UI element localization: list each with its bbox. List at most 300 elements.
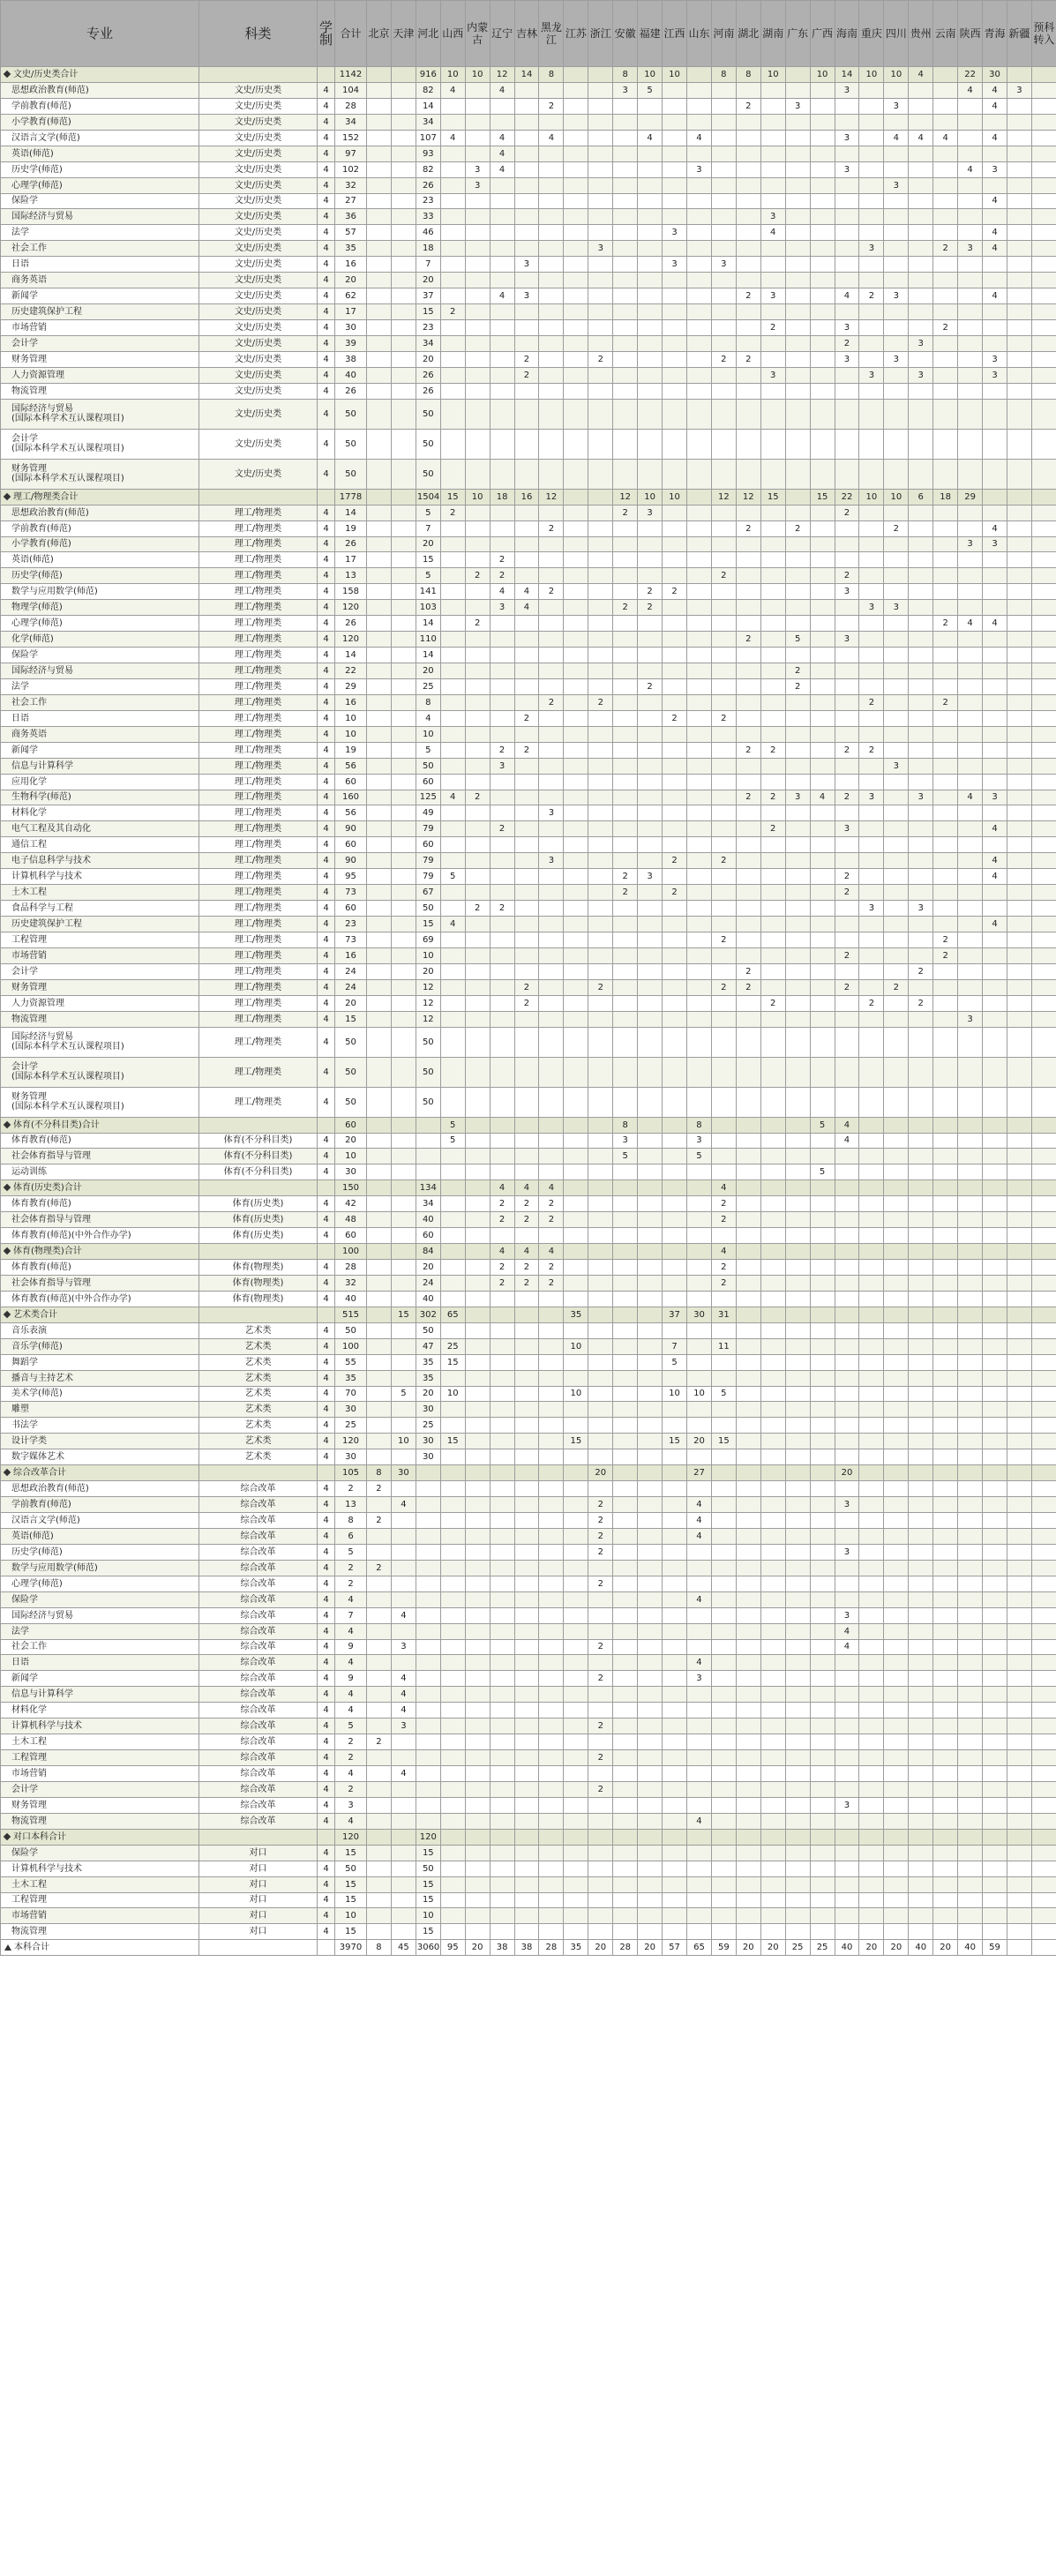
quota-cell — [686, 1260, 711, 1276]
total-cell: 50 — [335, 1322, 367, 1338]
major-name — [1, 1576, 199, 1591]
quota-cell — [465, 1117, 490, 1133]
quota-cell — [539, 288, 564, 304]
quota-cell: 25 — [440, 1338, 465, 1354]
major-name — [1, 1338, 199, 1354]
quota-cell: 12 — [711, 489, 736, 505]
quota-cell — [1007, 1434, 1031, 1449]
quota-cell — [884, 429, 909, 459]
quota-cell — [736, 1845, 760, 1861]
quota-cell — [983, 1908, 1007, 1924]
quota-cell — [391, 1087, 416, 1117]
quota-cell — [711, 1497, 736, 1513]
years-cell: 4 — [318, 1924, 335, 1940]
quota-cell: 15 — [760, 489, 785, 505]
table-row — [1, 1703, 1056, 1719]
quota-cell — [514, 1057, 539, 1087]
quota-cell — [440, 1703, 465, 1719]
quota-cell — [760, 1087, 785, 1117]
quota-cell — [760, 1291, 785, 1307]
quota-cell — [588, 1027, 613, 1057]
header-province: 北京 — [367, 1, 392, 67]
quota-cell — [859, 1750, 884, 1766]
table-row — [1, 663, 1056, 679]
quota-cell — [391, 901, 416, 917]
table-row — [1, 758, 1056, 774]
quota-cell — [785, 821, 810, 837]
quota-cell — [835, 1892, 859, 1908]
quota-cell: 65 — [440, 1307, 465, 1322]
quota-cell — [785, 774, 810, 790]
quota-cell: 20 — [416, 1260, 440, 1276]
quota-cell — [884, 304, 909, 320]
quota-cell — [588, 885, 613, 901]
quota-cell — [588, 1260, 613, 1276]
quota-cell — [958, 1639, 983, 1655]
quota-cell: 2 — [663, 710, 687, 726]
quota-cell — [686, 1908, 711, 1924]
quota-cell: 4 — [490, 1244, 514, 1260]
quota-cell — [391, 1057, 416, 1087]
quota-cell — [1031, 885, 1056, 901]
major-name-text: 音乐表演 — [11, 1325, 47, 1336]
category-cell: 体育(不分科目类) — [199, 1133, 318, 1149]
quota-cell — [1031, 742, 1056, 758]
quota-cell — [416, 1639, 440, 1655]
total-cell: 36 — [335, 209, 367, 225]
quota-cell — [539, 742, 564, 758]
major-name-text: 保险学 — [11, 650, 38, 661]
quota-cell — [711, 1449, 736, 1465]
quota-cell — [391, 1481, 416, 1497]
table-row — [1, 161, 1056, 177]
quota-cell — [391, 429, 416, 459]
quota-cell — [1007, 917, 1031, 932]
quota-cell: 4 — [983, 130, 1007, 146]
major-name — [1, 98, 199, 114]
quota-cell — [686, 177, 711, 193]
quota-cell — [736, 1892, 760, 1908]
quota-cell — [1007, 1766, 1031, 1782]
years-cell: 4 — [318, 1892, 335, 1908]
quota-cell — [391, 853, 416, 869]
quota-cell — [760, 584, 785, 600]
quota-cell: 3 — [785, 98, 810, 114]
quota-cell — [835, 1260, 859, 1276]
quota-cell — [760, 1623, 785, 1639]
quota-cell — [564, 367, 588, 383]
header-province: 福建 — [638, 1, 663, 67]
quota-cell — [835, 600, 859, 616]
quota-cell — [490, 1449, 514, 1465]
quota-cell: 2 — [539, 584, 564, 600]
total-cell: 16 — [335, 257, 367, 273]
quota-cell — [1031, 1291, 1056, 1307]
quota-cell — [416, 1465, 440, 1481]
quota-cell — [391, 1576, 416, 1591]
quota-cell — [835, 146, 859, 161]
quota-cell — [958, 869, 983, 885]
quota-cell — [588, 536, 613, 552]
quota-cell — [1031, 1117, 1056, 1133]
quota-cell — [465, 335, 490, 351]
quota-cell — [465, 885, 490, 901]
quota-cell — [785, 367, 810, 383]
quota-cell — [588, 1196, 613, 1212]
quota-cell: 5 — [686, 1149, 711, 1164]
quota-cell: 26 — [416, 367, 440, 383]
header-years: 学制 — [318, 1, 335, 67]
quota-cell — [983, 429, 1007, 459]
quota-cell — [613, 774, 638, 790]
major-name — [1, 979, 199, 995]
quota-cell — [909, 1560, 933, 1576]
quota-cell — [711, 1876, 736, 1892]
quota-cell — [416, 1149, 440, 1164]
quota-cell: 4 — [686, 1655, 711, 1671]
quota-cell — [367, 130, 392, 146]
quota-cell — [539, 1591, 564, 1607]
quota-cell — [859, 1244, 884, 1260]
quota-cell: 2 — [760, 742, 785, 758]
quota-cell — [588, 1591, 613, 1607]
quota-cell — [909, 1623, 933, 1639]
quota-cell — [884, 193, 909, 209]
quota-cell — [367, 1497, 392, 1513]
quota-cell — [884, 1623, 909, 1639]
years-cell: 4 — [318, 1766, 335, 1782]
quota-cell — [1031, 193, 1056, 209]
major-name-text: 体育教育(师范) — [11, 1199, 71, 1209]
quota-cell — [810, 505, 835, 520]
category-cell: 理工/物理类 — [199, 932, 318, 947]
quota-cell — [736, 1149, 760, 1164]
quota-cell — [983, 1402, 1007, 1418]
quota-cell — [785, 489, 810, 505]
quota-cell — [663, 1027, 687, 1057]
years-cell: 4 — [318, 1734, 335, 1750]
quota-cell: 3 — [909, 901, 933, 917]
quota-cell: 3 — [835, 584, 859, 600]
quota-cell — [859, 304, 884, 320]
major-name — [1, 947, 199, 963]
quota-cell — [564, 821, 588, 837]
category-cell: 文史/历史类 — [199, 335, 318, 351]
quota-cell — [884, 616, 909, 632]
major-name — [1, 367, 199, 383]
quota-cell — [933, 1861, 958, 1876]
years-cell: 4 — [318, 1876, 335, 1892]
quota-cell — [613, 536, 638, 552]
quota-cell — [835, 678, 859, 694]
table-row — [1, 1639, 1056, 1655]
quota-cell — [736, 130, 760, 146]
category-cell: 理工/物理类 — [199, 1087, 318, 1117]
quota-cell — [663, 947, 687, 963]
quota-cell — [440, 694, 465, 710]
quota-cell — [810, 1418, 835, 1434]
quota-cell — [686, 241, 711, 257]
quota-cell — [416, 1560, 440, 1576]
quota-cell — [490, 1813, 514, 1829]
quota-cell — [391, 821, 416, 837]
quota-cell — [785, 979, 810, 995]
quota-cell — [810, 805, 835, 821]
quota-cell — [884, 1354, 909, 1370]
quota-cell — [539, 1513, 564, 1529]
quota-cell — [909, 1307, 933, 1322]
years-cell: 4 — [318, 821, 335, 837]
quota-cell — [686, 1623, 711, 1639]
major-name — [1, 351, 199, 367]
years-cell: 4 — [318, 1133, 335, 1149]
quota-cell — [859, 1322, 884, 1338]
quota-cell — [367, 805, 392, 821]
quota-cell — [760, 82, 785, 98]
quota-cell: 2 — [711, 1275, 736, 1291]
quota-cell — [564, 1845, 588, 1861]
quota-cell — [884, 1513, 909, 1529]
quota-cell — [465, 1766, 490, 1782]
quota-cell — [958, 726, 983, 742]
quota-cell — [440, 1591, 465, 1607]
quota-cell — [613, 726, 638, 742]
quota-cell — [514, 536, 539, 552]
quota-cell — [884, 1386, 909, 1402]
quota-cell — [859, 821, 884, 837]
quota-cell — [884, 1734, 909, 1750]
quota-cell — [391, 130, 416, 146]
quota-cell — [391, 459, 416, 489]
quota-cell — [440, 1734, 465, 1750]
quota-cell — [909, 1591, 933, 1607]
quota-cell: 20 — [588, 1940, 613, 1956]
quota-cell — [983, 1011, 1007, 1027]
quota-cell — [736, 225, 760, 241]
quota-cell — [465, 632, 490, 648]
quota-cell: 2 — [367, 1481, 392, 1497]
quota-cell — [564, 1196, 588, 1212]
major-name-text: 会计学 — [11, 1784, 38, 1794]
quota-cell — [686, 726, 711, 742]
category-cell: 理工/物理类 — [199, 710, 318, 726]
quota-cell — [686, 837, 711, 853]
quota-cell — [539, 1370, 564, 1386]
quota-cell — [686, 67, 711, 83]
quota-cell — [1007, 1244, 1031, 1260]
quota-cell — [440, 1196, 465, 1212]
quota-cell — [391, 600, 416, 616]
table-row — [1, 1133, 1056, 1149]
quota-cell — [588, 1133, 613, 1149]
quota-cell: 3 — [909, 335, 933, 351]
quota-cell — [810, 1291, 835, 1307]
quota-cell — [958, 1027, 983, 1057]
quota-cell — [736, 1703, 760, 1719]
quota-cell — [465, 1924, 490, 1940]
quota-cell — [367, 82, 392, 98]
quota-cell — [490, 1481, 514, 1497]
major-name-text: 对口本科合计 — [13, 1831, 66, 1842]
quota-cell — [835, 1781, 859, 1797]
quota-cell — [391, 1513, 416, 1529]
quota-cell: 4 — [440, 790, 465, 805]
quota-cell — [391, 98, 416, 114]
quota-cell — [440, 1861, 465, 1876]
table-row — [1, 1228, 1056, 1244]
quota-cell — [958, 1655, 983, 1671]
quota-cell — [983, 1750, 1007, 1766]
quota-cell — [663, 1260, 687, 1276]
quota-cell — [1031, 632, 1056, 648]
quota-cell — [367, 821, 392, 837]
quota-cell — [835, 1011, 859, 1027]
quota-cell — [810, 632, 835, 648]
quota-cell — [613, 1057, 638, 1087]
quota-cell — [711, 1465, 736, 1481]
quota-cell — [613, 1655, 638, 1671]
quota-cell — [686, 663, 711, 679]
quota-cell — [933, 1212, 958, 1228]
category-cell: 文史/历史类 — [199, 273, 318, 288]
quota-cell — [785, 257, 810, 273]
quota-cell — [391, 1781, 416, 1797]
quota-cell — [859, 1164, 884, 1180]
table-row — [1, 552, 1056, 568]
quota-cell — [736, 552, 760, 568]
table-row — [1, 429, 1056, 459]
quota-cell — [686, 885, 711, 901]
quota-cell — [514, 1908, 539, 1924]
quota-cell — [539, 1354, 564, 1370]
quota-cell — [613, 1766, 638, 1782]
quota-cell — [613, 1212, 638, 1228]
quota-cell — [514, 146, 539, 161]
quota-cell — [588, 1307, 613, 1322]
quota-cell — [785, 1133, 810, 1149]
quota-cell: 4 — [490, 82, 514, 98]
quota-cell — [638, 1908, 663, 1924]
quota-cell — [736, 1087, 760, 1117]
quota-cell — [465, 536, 490, 552]
quota-cell — [514, 616, 539, 632]
table-row — [1, 616, 1056, 632]
years-cell: 4 — [318, 1481, 335, 1497]
header-province: 江西 — [663, 1, 687, 67]
total-cell: 3970 — [335, 1940, 367, 1956]
quota-cell — [367, 505, 392, 520]
quota-cell — [810, 901, 835, 917]
quota-cell — [983, 758, 1007, 774]
major-name — [1, 399, 199, 429]
quota-cell — [933, 1560, 958, 1576]
table-row — [1, 932, 1056, 947]
table-row — [1, 257, 1056, 273]
quota-cell — [810, 1465, 835, 1481]
major-name-text: 社会体育指导与管理 — [11, 1151, 91, 1162]
quota-cell — [810, 1087, 835, 1117]
quota-cell — [490, 383, 514, 399]
quota-cell — [663, 1149, 687, 1164]
quota-cell — [514, 1829, 539, 1845]
total-cell: 120 — [335, 632, 367, 648]
quota-cell — [884, 335, 909, 351]
quota-cell — [663, 1861, 687, 1876]
quota-cell — [1007, 805, 1031, 821]
category-cell: 文史/历史类 — [199, 288, 318, 304]
quota-cell — [785, 853, 810, 869]
quota-cell — [785, 335, 810, 351]
quota-cell — [933, 1845, 958, 1861]
quota-cell — [391, 1908, 416, 1924]
quota-cell — [663, 995, 687, 1011]
quota-cell — [539, 1655, 564, 1671]
quota-cell — [663, 1117, 687, 1133]
quota-cell: 10 — [859, 67, 884, 83]
quota-cell — [465, 821, 490, 837]
quota-cell — [958, 505, 983, 520]
quota-cell — [810, 1528, 835, 1544]
major-name-text: 财务管理 — [11, 982, 47, 992]
quota-cell — [785, 1560, 810, 1576]
quota-cell — [440, 1750, 465, 1766]
quota-cell — [711, 536, 736, 552]
quota-cell — [736, 193, 760, 209]
quota-cell — [564, 1607, 588, 1623]
quota-cell — [588, 1687, 613, 1703]
quota-cell — [760, 114, 785, 130]
quota-cell — [564, 1212, 588, 1228]
quota-cell — [958, 351, 983, 367]
quota-cell: 12 — [613, 489, 638, 505]
quota-cell — [539, 932, 564, 947]
quota-cell — [909, 429, 933, 459]
category-cell: 艺术类 — [199, 1418, 318, 1434]
quota-cell: 2 — [514, 367, 539, 383]
quota-cell — [465, 1560, 490, 1576]
quota-cell — [539, 1087, 564, 1117]
quota-cell — [1007, 193, 1031, 209]
quota-cell — [367, 1275, 392, 1291]
quota-cell — [736, 1671, 760, 1687]
quota-cell — [564, 429, 588, 459]
quota-cell — [810, 1370, 835, 1386]
quota-cell — [835, 383, 859, 399]
quota-cell — [638, 1687, 663, 1703]
total-cell: 152 — [335, 130, 367, 146]
quota-cell — [810, 399, 835, 429]
quota-cell — [859, 1687, 884, 1703]
quota-cell — [859, 1576, 884, 1591]
quota-cell: 5 — [711, 1386, 736, 1402]
header-category: 科类 — [199, 1, 318, 67]
quota-cell — [785, 805, 810, 821]
major-name — [1, 1434, 199, 1449]
quota-cell — [638, 1011, 663, 1027]
quota-cell — [539, 1057, 564, 1087]
quota-cell — [465, 1057, 490, 1087]
table-row — [1, 1781, 1056, 1797]
quota-cell: 3 — [859, 600, 884, 616]
quota-cell — [760, 177, 785, 193]
quota-cell — [367, 1892, 392, 1908]
quota-cell — [1007, 995, 1031, 1011]
quota-cell — [760, 1845, 785, 1861]
quota-cell — [810, 146, 835, 161]
category-cell: 文史/历史类 — [199, 367, 318, 383]
quota-cell — [760, 1734, 785, 1750]
quota-cell — [613, 568, 638, 584]
